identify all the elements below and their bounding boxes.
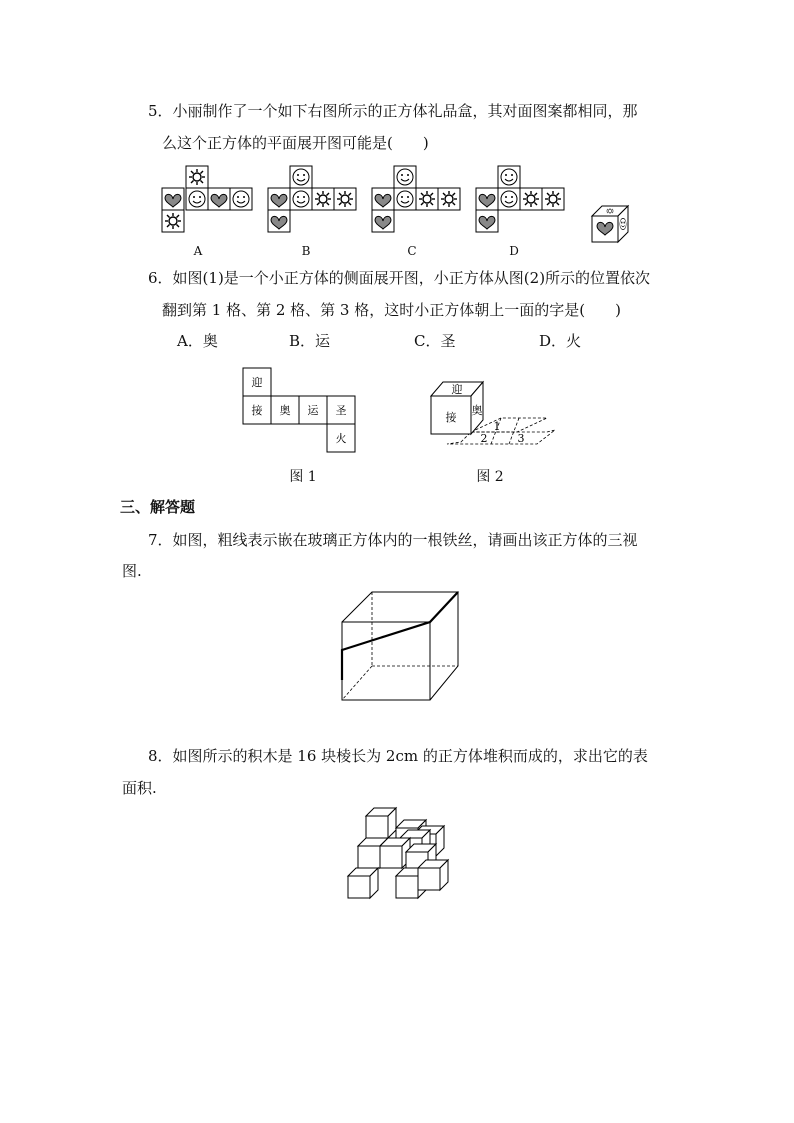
smiley-icon — [397, 191, 413, 207]
fig2-char-ying: 迎 — [451, 383, 463, 396]
sun-icon — [337, 191, 353, 207]
q5-line1: 5．小丽制作了一个如下右图所示的正方体礼品盒，其对面图案都相同，那 — [148, 102, 638, 120]
smiley-icon — [501, 191, 517, 207]
fig2-char-jie: 接 — [445, 411, 457, 424]
sun-icon — [419, 191, 435, 207]
q8-line1: 8．如图所示的积木是 16 块棱长为 2cm 的正方体堆积而成的，求出它的表 — [148, 747, 648, 765]
net-c-label: C — [407, 244, 417, 258]
sun-icon — [606, 208, 614, 214]
fig1-caption: 图 1 — [289, 469, 317, 485]
q5-nets-figure — [0, 160, 794, 280]
net-char-ying: 迎 — [251, 376, 263, 389]
smiley-icon — [293, 169, 309, 185]
sun-icon — [165, 213, 181, 229]
net-d[interactable] — [476, 166, 564, 232]
sun-icon — [315, 191, 331, 207]
section-3-title: 三、解答题 — [120, 498, 196, 516]
smiley-icon — [189, 191, 205, 207]
q7-line2: 图. — [122, 562, 142, 580]
net-char-yun: 运 — [307, 404, 319, 417]
grid-number-1: 1 — [493, 420, 501, 433]
q7-glass-cube-figure — [340, 590, 470, 710]
net-a[interactable] — [162, 166, 252, 232]
fig2-caption: 图 2 — [476, 469, 504, 485]
net-char-huo: 火 — [335, 432, 347, 445]
sun-icon — [523, 191, 539, 207]
fig2-cube-on-grid — [425, 370, 565, 460]
net-char-ao: 奥 — [279, 404, 291, 417]
grid-number-3: 3 — [517, 432, 525, 445]
q5-line2: 么这个正方体的平面展开图可能是( ) — [162, 134, 429, 152]
fig1-cube-net — [240, 365, 370, 455]
sun-icon — [189, 169, 205, 185]
gift-box-cube — [592, 206, 628, 242]
net-b[interactable] — [268, 166, 356, 232]
q7-line1: 7．如图，粗线表示嵌在玻璃正方体内的一根铁丝，请画出该正方体的三视 — [148, 531, 638, 549]
q6-line1: 6．如图(1)是一个小正方体的侧面展开图，小正方体从图(2)所示的位置依次 — [148, 269, 651, 287]
smiley-icon — [620, 218, 626, 229]
sun-icon — [441, 191, 457, 207]
net-char-jie: 接 — [251, 404, 263, 417]
net-char-sheng: 圣 — [335, 404, 347, 417]
fig2-char-ao: 奥 — [471, 404, 483, 417]
smiley-icon — [501, 169, 517, 185]
q8-line2: 面积. — [122, 779, 157, 797]
grid-number-2: 2 — [480, 432, 488, 445]
sun-icon — [545, 191, 561, 207]
net-c[interactable] — [372, 166, 460, 232]
net-b-label: B — [301, 244, 311, 258]
smiley-icon — [233, 191, 249, 207]
smiley-icon — [397, 169, 413, 185]
q6-option-d[interactable]: D．火 — [539, 332, 582, 350]
q6-option-b[interactable]: B．运 — [289, 332, 331, 350]
q8-stacked-blocks-figure — [340, 800, 450, 910]
net-d-label: D — [509, 244, 519, 258]
net-a-label: A — [193, 244, 203, 258]
q6-option-c[interactable]: C．圣 — [414, 332, 456, 350]
q6-line2: 翻到第 1 格、第 2 格、第 3 格，这时小正方体朝上一面的字是( ) — [162, 301, 621, 319]
smiley-icon — [293, 191, 309, 207]
q6-option-a[interactable]: A．奥 — [177, 332, 218, 350]
